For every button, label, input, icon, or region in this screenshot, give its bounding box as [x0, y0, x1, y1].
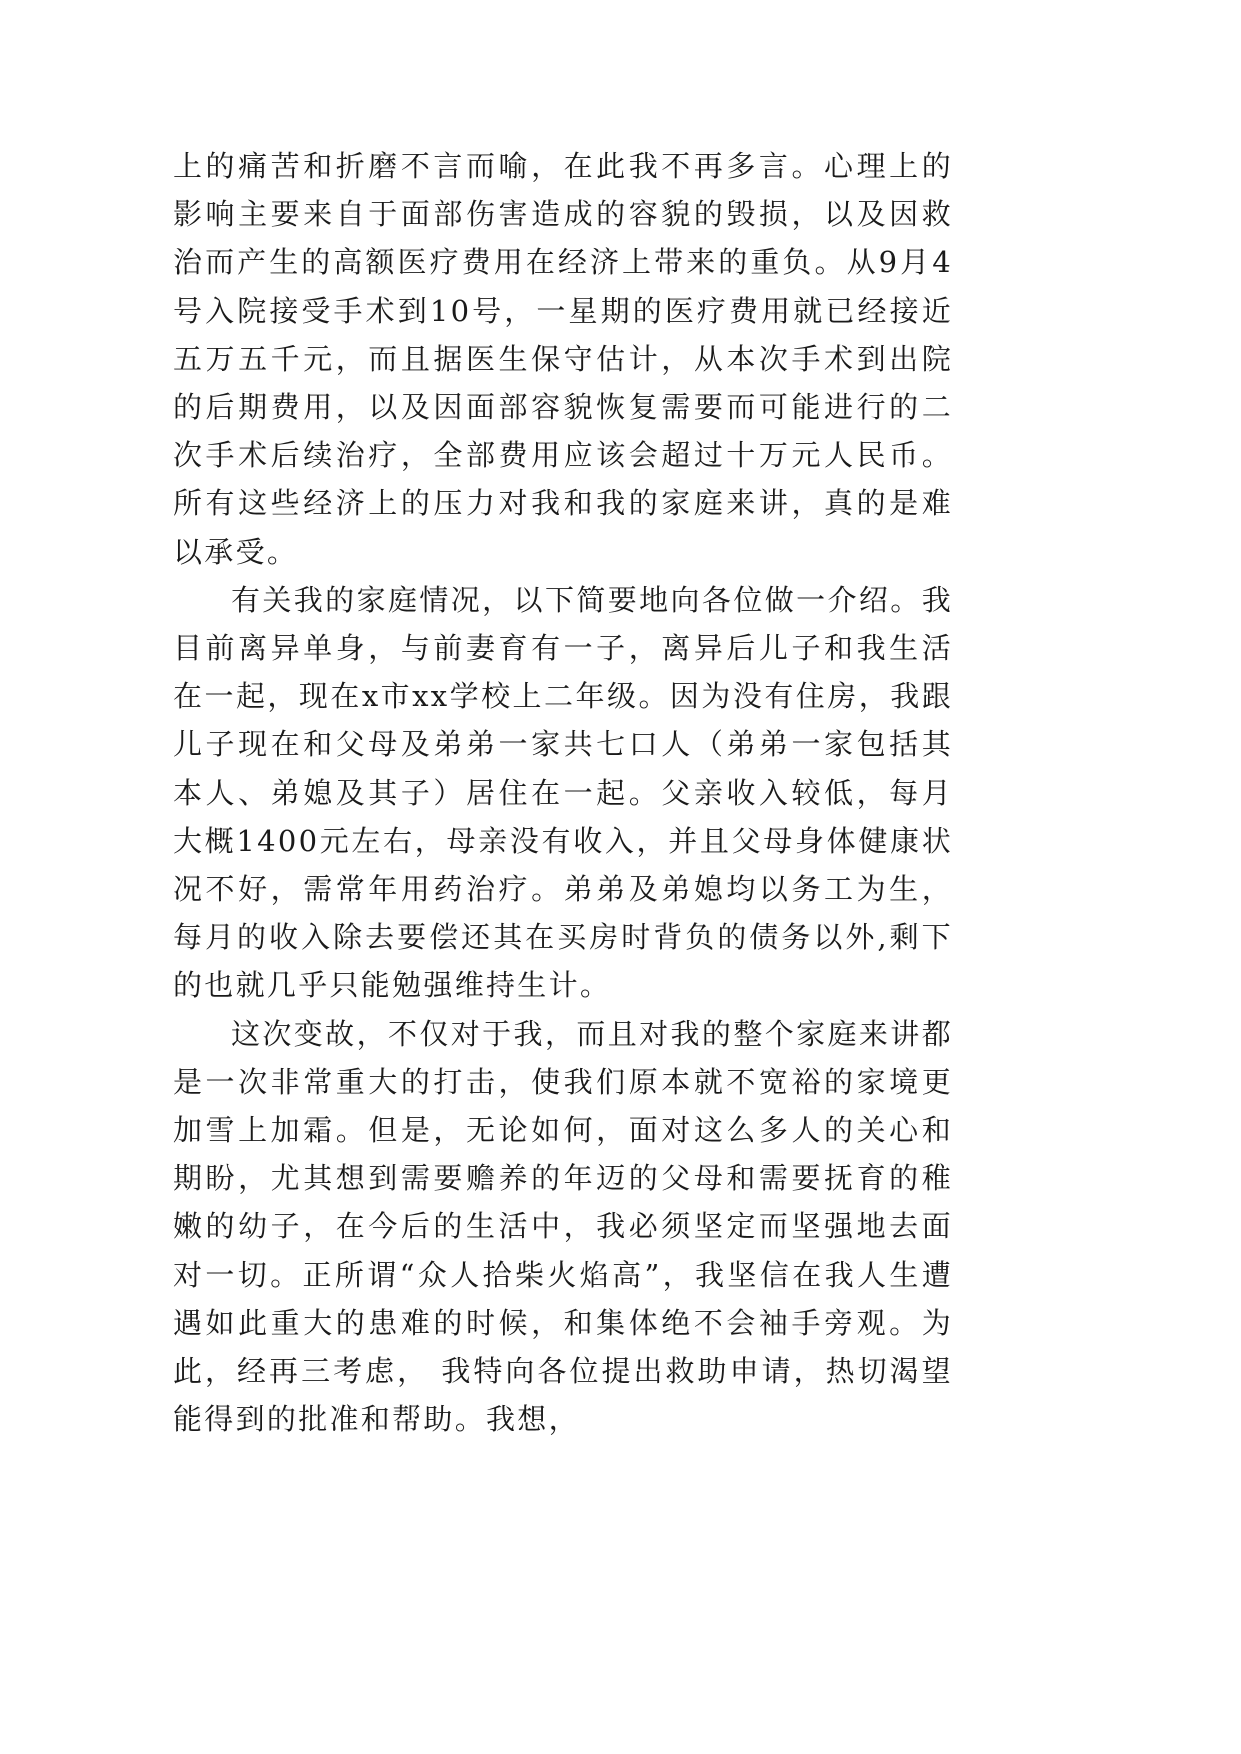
document-body	[173, 142, 953, 1443]
paragraph-family-situation: 有关我的家庭情况，以下简要地向各位做一介绍。我目前离异单身，与前妻育有一子，离异后儿子和我生活在一起，现在x市xx学校上二年级。因为没有住房，我跟儿子现在和父母及弟弟一家共七口人（弟弟一家包括其本人、弟媳及其子）居住在一起。父亲收入较低，每月大概1400元左右，母亲没有收入，并且父母身体健康状况不好，需常年用药治疗。弟弟及弟媳均以务工为生，每月的收入除去要偿还其在买房时背负的债务以外,剩下的也就几乎只能勉强维持生计。	[173, 582, 953, 1003]
paragraph-assistance-request: 这次变故，不仅对于我，而且对我的整个家庭来讲都是一次非常重大的打击，使我们原本就不宽裕的家境更加雪上加霜。但是，无论如何，面对这么多人的关心和期盼，尤其想到需要赡养的年迈的父母和需要抚育的稚嫩的幼子，在今后的生活中，我必须坚定而坚强地去面对一切。正所谓“众人拾柴火焰高”，我坚信在我人生遭遇如此重大的患难的时候，和集体绝不会袖手旁观。为此，经再三考虑， 我特向各位提出救助申请，热切渴望能得到的批准和帮助。我想，	[173, 1016, 953, 1437]
paragraph-medical-costs: 上的痛苦和折磨不言而喻，在此我不再多言。心理上的影响主要来自于面部伤害造成的容貌的毁损，以及因救治而产生的高额医疗费用在经济上带来的重负。从9月4号入院接受手术到10号，一星期的医疗费用就已经接近五万五千元，而且据医生保守估计，从本次手术到出院的后期费用，以及因面部容貌恢复需要而可能进行的二次手术后续治疗，全部费用应该会超过十万元人民币。所有这些经济上的压力对我和我的家庭来讲，真的是难以承受。	[173, 149, 953, 569]
